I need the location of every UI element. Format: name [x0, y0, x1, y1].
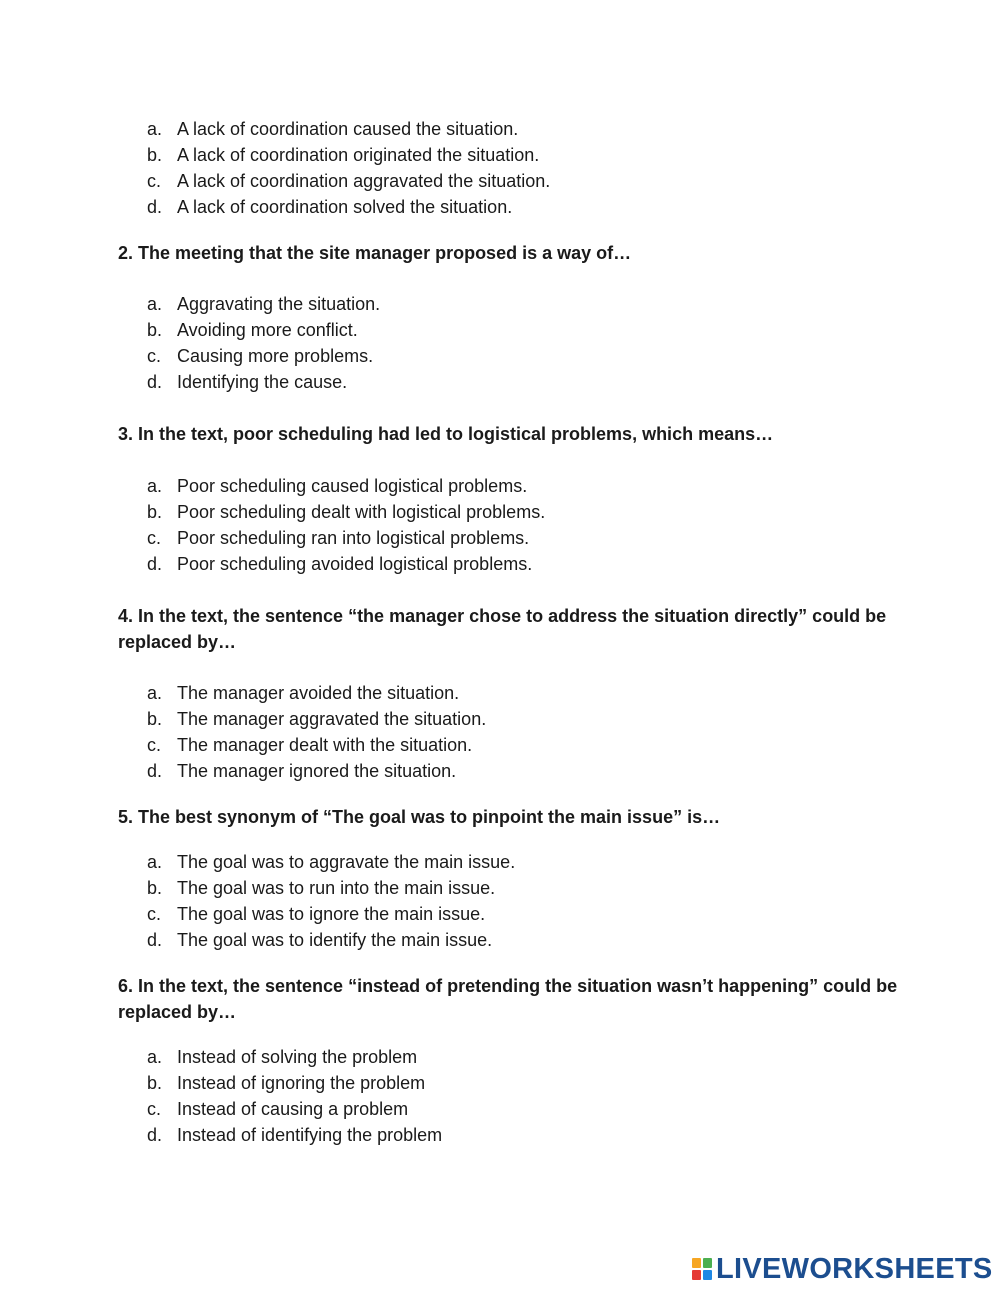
option-6b[interactable]: b. Instead of ignoring the problem	[147, 1073, 426, 1093]
option-2c[interactable]: c. Causing more problems.	[147, 346, 374, 366]
logo-text: LIVEWORKSHEETS	[716, 1252, 993, 1285]
logo-mark-square	[703, 1270, 712, 1280]
option-4d[interactable]: d. The manager ignored the situation.	[147, 761, 457, 781]
logo-mark-square	[692, 1270, 701, 1280]
option-4b[interactable]: b. The manager aggravated the situation.	[147, 709, 487, 729]
option-5a[interactable]: a. The goal was to aggravate the main issue.	[147, 852, 516, 872]
logo-mark-icon	[692, 1258, 712, 1280]
option-6a[interactable]: a. Instead of solving the problem	[147, 1047, 418, 1067]
option-4c[interactable]: c. The manager dealt with the situation.	[147, 735, 473, 755]
option-5b[interactable]: b. The goal was to run into the main issue.	[147, 878, 496, 898]
question-6-text: 6. In the text, the sentence “instead of pretending the situation wasn’t happening” could be replaced by…	[118, 976, 898, 1022]
logo-mark-square	[692, 1258, 701, 1268]
question-3-text: 3. In the text, poor scheduling had led to logistical problems, which means…	[118, 424, 774, 444]
question-2-options	[147, 291, 380, 395]
option-2a[interactable]: a. Aggravating the situation.	[147, 294, 381, 314]
liveworksheets-logo	[692, 1252, 993, 1286]
option-6c[interactable]: c. Instead of causing a problem	[147, 1099, 409, 1119]
option-6d[interactable]: d. Instead of identifying the problem	[147, 1125, 443, 1145]
option-3d[interactable]: d. Poor scheduling avoided logistical problems.	[147, 554, 533, 574]
option-2b[interactable]: b. Avoiding more conflict.	[147, 320, 358, 340]
option-5d[interactable]: d. The goal was to identify the main issue.	[147, 930, 493, 950]
question-3-options	[147, 473, 545, 577]
option-1c[interactable]: c. A lack of coordination aggravated the situation.	[147, 171, 551, 191]
question-5-options	[147, 849, 515, 953]
question-1-options	[147, 116, 550, 220]
question-4-text: 4. In the text, the sentence “the manager chose to address the situation directly” could be replaced by…	[118, 606, 887, 652]
question-2-text: 2. The meeting that the site manager proposed is a way of…	[118, 243, 632, 263]
option-1b[interactable]: b. A lack of coordination originated the situation.	[147, 145, 540, 165]
option-5c[interactable]: c. The goal was to ignore the main issue.	[147, 904, 486, 924]
option-4a[interactable]: a. The manager avoided the situation.	[147, 683, 460, 703]
question-5-text: 5. The best synonym of “The goal was to pinpoint the main issue” is…	[118, 807, 721, 827]
option-3b[interactable]: b. Poor scheduling dealt with logistical problems.	[147, 502, 546, 522]
option-3a[interactable]: a. Poor scheduling caused logistical problems.	[147, 476, 528, 496]
option-1a[interactable]: a. A lack of coordination caused the situation.	[147, 119, 519, 139]
option-1d[interactable]: d. A lack of coordination solved the situation.	[147, 197, 513, 217]
option-3c[interactable]: c. Poor scheduling ran into logistical problems.	[147, 528, 530, 548]
logo-mark-square	[703, 1258, 712, 1268]
option-2d[interactable]: d. Identifying the cause.	[147, 372, 348, 392]
question-4-options	[147, 680, 486, 784]
question-6-options	[147, 1044, 442, 1148]
